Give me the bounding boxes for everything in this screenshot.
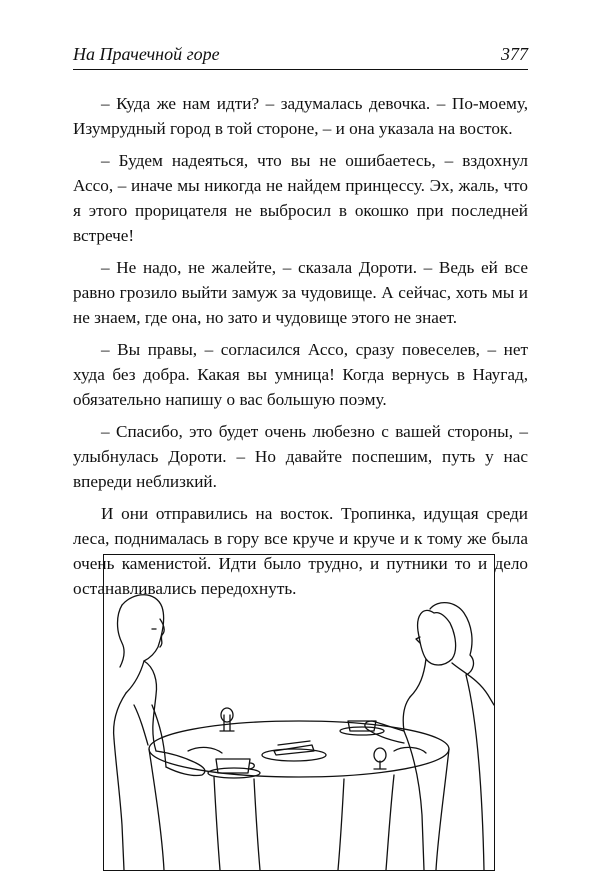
paragraph: – Будем надеяться, что вы не ошибаетесь, – вздохнул Ассо, – иначе мы никогда не найдем принцессу. Эх, жаль, что я этого прорицателя не выбросил в окошко при последней встрече!	[73, 151, 528, 245]
paragraph: – Спасибо, это будет очень любезно с вашей стороны, – улыбнулась Дороти. – Но давайте поспешим, путь у нас впереди неблизкий.	[73, 422, 528, 491]
body-text	[73, 91, 528, 601]
paragraph: – Не надо, не жалейте, – сказала Дороти. – Ведь ей все равно грозило выйти замуж за чудовище. А сейчас, хоть мы и не знаем, где она, но зато и чудовище этого не знает.	[73, 258, 528, 327]
table-scene-illustration	[103, 554, 495, 871]
header-rule	[73, 69, 528, 70]
paragraph: – Вы правы, – согласился Ассо, сразу повеселев, – нет худа без добра. Какая вы умница! Когда вернусь в Наугад, обязательно напишу о вас большую поэму.	[73, 340, 528, 409]
tableware	[188, 708, 426, 778]
paragraph: И они отправились на восток. Тропинка, идущая среди леса, поднималась в гору все круче и круче и к тому же была очень каменистой. Идти было трудно, и путники то и дело останавливались передохнуть.	[73, 504, 528, 598]
chapter-title: На Прачечной горе	[73, 44, 220, 64]
asso-figure	[114, 595, 205, 870]
paragraph: – Куда же нам идти? – задумалась девочка. – По-моему, Изумрудный город в той стороне, – и она указала на восток.	[73, 94, 528, 138]
dorothy-figure	[365, 603, 494, 870]
running-header	[73, 44, 528, 65]
page-number: 377	[501, 44, 528, 64]
